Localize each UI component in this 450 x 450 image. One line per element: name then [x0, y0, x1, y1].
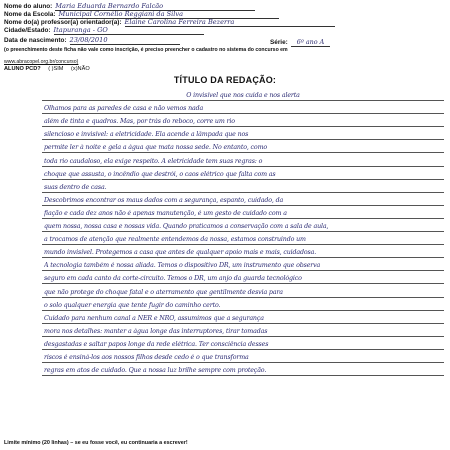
essay-line [42, 140, 444, 153]
essay-lines [42, 88, 444, 376]
essay-line-text: além de tinta e quadros. Mas, por trás do reboco, corre um rio [44, 118, 235, 126]
essay-line [42, 232, 444, 245]
essay-line [42, 298, 444, 311]
essay-line-text: permite ler à noite e gela a água que mata nossa sede. No entanto, como [44, 144, 268, 152]
teacher-name-label: Nome do(a) professor(a) orientador(a): [4, 19, 122, 26]
essay-line-text: O invisível que nos cuida e nos alerta [186, 92, 300, 100]
essay-line [42, 271, 444, 284]
essay-title-heading: TÍTULO DA REDAÇÃO: [173, 75, 277, 85]
student-name-label: Nome do aluno: [4, 3, 53, 10]
grade-value: 6º ano A [291, 38, 331, 47]
pcd-question [4, 66, 90, 72]
birth-date-field [4, 36, 180, 45]
essay-line [42, 88, 444, 101]
essay-line-text: choque que assusta, o incêndio que destrói, o caos elétrico que falta com as [44, 170, 276, 178]
essay-line-text: toda rio caudaloso, ela exige respeito. A eletricidade tem suas regras: o [44, 157, 263, 165]
registration-note: (o preenchimento deste ficha não vale como inscrição, é preciso preencher o cadastro no sistema do concurso em [4, 47, 288, 53]
essay-line-text: Cuidado para nenhum canal a NER e NRO, assumimos que a segurança [44, 314, 264, 322]
essay-line [42, 245, 444, 258]
essay-line-text: regras em atos de cuidado. Que a nossa luz brilhe sempre com proteção. [44, 367, 267, 375]
contest-website-link[interactable]: www.abracopel.org.br/concurso) [4, 59, 79, 65]
essay-line-text: riscos é ensiná-los aos nossos filhos desde cedo é o que transforma [44, 353, 249, 361]
essay-line [42, 206, 444, 219]
essay-line [42, 193, 444, 206]
essay-line-text: A tecnologia também é nossa aliada. Temos o dispositivo DR, um instrumento que observa [44, 262, 321, 270]
essay-line [42, 311, 444, 324]
essay-line-text: Olhamos para as paredes de casa e não vemos nada [44, 105, 204, 113]
essay-line-text: Descobrimos encontrar os maus dados com a segurança, espanto, cuidado, da [44, 196, 284, 204]
school-name-value: Municipal Cornélio Reggiani da Silva [59, 10, 279, 19]
essay-line-text: a trocamos de atenção que realmente entendemos da nossa, estamos construindo um [44, 236, 306, 244]
grade-field [270, 38, 330, 46]
essay-line-text: quem nossa, nossa casa e nossas vida. Quando praticamos a conservação com a sala de aula, [44, 223, 329, 231]
essay-line-text: o solo qualquer energia que tente fugir do caminho certo. [44, 301, 221, 309]
essay-line [42, 114, 444, 127]
essay-line [42, 180, 444, 193]
student-name-value: Maria Eduarda Bernardo Falcão [55, 2, 255, 11]
essay-line [42, 284, 444, 297]
essay-line [42, 258, 444, 271]
birth-date-label: Data de nascimento: [4, 37, 67, 44]
pcd-label: ALUNO PCD? [4, 66, 41, 72]
city-state-label: Cidade/Estado: [4, 27, 51, 34]
essay-line-text: mundo invisível. Protegemos a casa que antes de qualquer apoio mais e mais, cuidadosa. [44, 249, 317, 257]
essay-line [42, 219, 444, 232]
minimum-lines-note: Limite mínimo (20 linhas) – se eu fosse você, eu continuaria a escrever! [4, 440, 188, 446]
essay-line [42, 350, 444, 363]
essay-line [42, 101, 444, 114]
school-name-label: Nome da Escola: [4, 11, 56, 18]
essay-line [42, 127, 444, 140]
essay-line-text: silencioso e invisível: a eletricidade. Ela acende a lâmpada que nos [44, 131, 249, 139]
essay-line [42, 324, 444, 337]
essay-line-text: fiação e cada dez anos não é apenas manutenção, é um gesto de cuidado com a [44, 209, 287, 217]
essay-line [42, 337, 444, 350]
grade-label: Série: [270, 39, 288, 46]
essay-line-text: seguro em cada canto da corte-circuito. Temos o DR, um anjo da guarda tecnológico [44, 275, 302, 283]
essay-line-text: suas dentro de casa. [44, 183, 107, 191]
essay-line [42, 363, 444, 376]
essay-line [42, 167, 444, 180]
teacher-name-value: Elaine Carolina Ferreira Bezerra [125, 18, 335, 27]
birth-date-value: 23/08/2010 [70, 36, 180, 45]
essay-line [42, 153, 444, 166]
pcd-option-no[interactable]: (x)NÃO [71, 66, 90, 72]
city-state-value: Itapuranga - GO [54, 26, 204, 35]
pcd-option-yes[interactable]: ( )SIM [48, 66, 64, 72]
city-state-field [4, 26, 204, 35]
essay-line-text: mora nos detalhes: manter a água longe das interruptores, tirar tomadas [44, 327, 268, 335]
essay-line-text: desgastadas e saltar papos longe da rede elétrica. Ter consciência desses [44, 340, 269, 348]
essay-line-text: que não protege do choque fatal e o aterramento que gentilmente desvia para [44, 288, 283, 296]
